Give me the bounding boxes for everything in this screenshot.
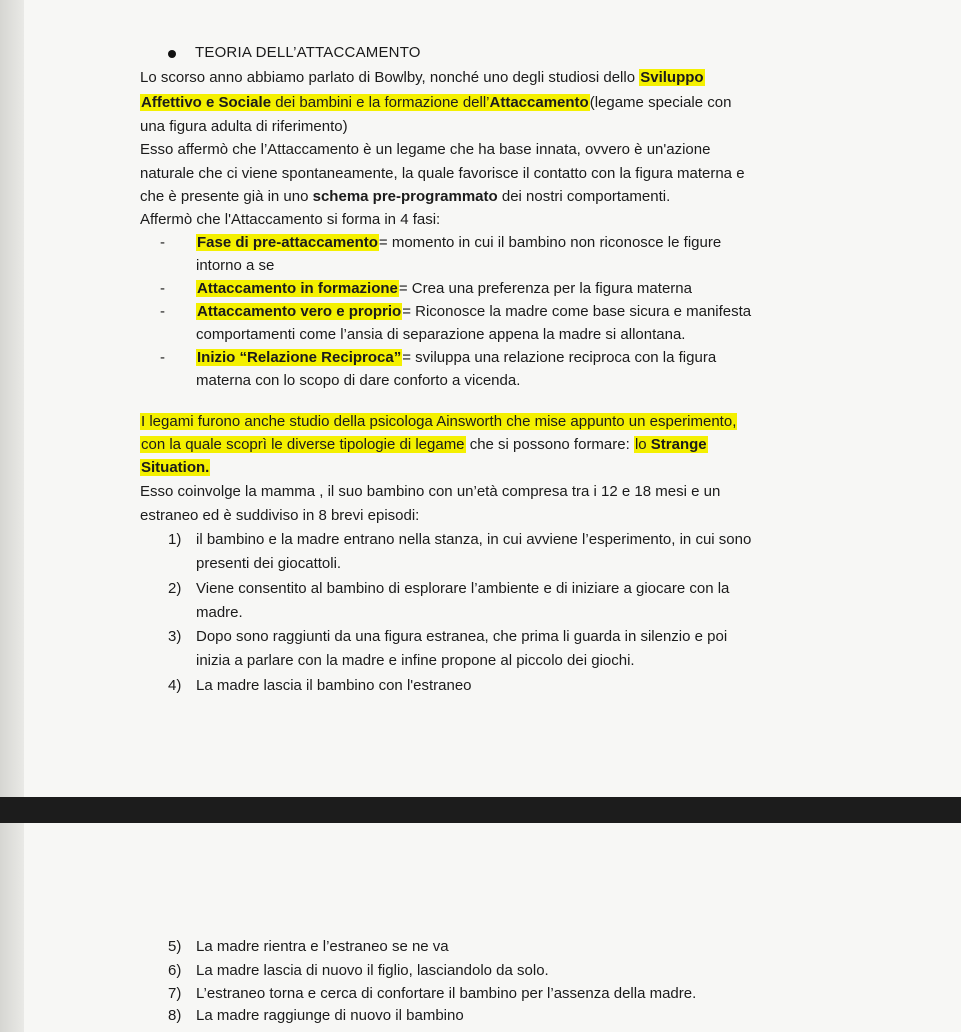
phase-3-cont: comportamenti come l’ansia di separazione appena la madre si allontana. [196, 326, 686, 343]
episode-1: il bambino e la madre entrano nella stanza, in cui avviene l’esperimento, in cui sono [196, 531, 752, 548]
phase-dash: - [160, 280, 165, 297]
bold-term: Affettivo e Sociale [141, 94, 272, 111]
phase-text: = Crea una preferenza per la figura materna [398, 280, 692, 297]
bold-term: Attaccamento [489, 94, 589, 111]
episode-4: La madre lascia il bambino con l'estraneo [196, 677, 472, 694]
episode-2: Viene consentito al bambino di esplorare l’ambiente e di iniziare a giocare con la [196, 580, 730, 597]
phase-dash: - [160, 234, 165, 251]
episode-number: 7) [168, 985, 182, 1002]
page-left-edge [0, 0, 24, 1032]
phase-4-cont: materna con lo scopo di dare conforto a vicenda. [196, 372, 521, 389]
page-break-band [0, 797, 961, 823]
episode-number: 4) [168, 677, 182, 694]
episode-2-cont: madre. [196, 604, 243, 621]
episode-number: 3) [168, 628, 182, 645]
phase-text: = sviluppa una relazione reciproca con la figura [402, 349, 717, 366]
phase-3-name [196, 303, 402, 320]
episode-8: La madre raggiunge di nuovo il bambino [196, 1007, 464, 1024]
highlight-ainsworth: I legami furono anche studio della psicologa Ainsworth che mise appunto un esperimento, [141, 413, 737, 430]
episode-1-cont: presenti dei giocattoli. [196, 555, 342, 572]
highlight-tipologie: con la quale scoprì le diverse tipologie di legame [141, 436, 465, 453]
para4-line3 [140, 459, 210, 476]
episode-3: Dopo sono raggiunti da una figura estranea, che prima li guarda in silenzio e poi [196, 628, 728, 645]
bold-term: Strange [650, 436, 707, 453]
para2-line3 [140, 188, 670, 205]
phase-dash: - [160, 349, 165, 366]
bold-term: schema pre-programmato [312, 188, 498, 205]
phase-2-name [196, 280, 399, 297]
bold-term: Attaccamento in formazione [197, 280, 398, 297]
episode-7: L’estraneo torna e cerca di confortare il bambino per l’assenza della madre. [196, 985, 697, 1002]
document-heading: TEORIA DELL’ATTACCAMENTO [195, 44, 421, 61]
phase-1-cont: intorno a se [196, 257, 275, 274]
phase-4-name [196, 349, 402, 366]
para2-text: dei nostri comportamenti. [497, 188, 671, 205]
phase-4 [196, 349, 716, 366]
para1-text: Lo scorso anno abbiamo parlato di Bowlby, nonché uno degli studiosi dello [140, 69, 640, 86]
episode-number: 2) [168, 580, 182, 597]
para4-text: che si possono formare: [465, 436, 634, 453]
para4-text: lo [634, 436, 651, 453]
bold-term: Sviluppo [640, 69, 704, 86]
phase-2 [196, 280, 692, 297]
phase-1-name [196, 234, 379, 251]
highlight-situation [140, 459, 210, 476]
episode-number: 6) [168, 962, 182, 979]
episode-6: La madre lascia di nuovo il figlio, lasciandolo da solo. [196, 962, 549, 979]
phase-text: = momento in cui il bambino non riconosce le figure [378, 234, 722, 251]
para4-line1 [140, 413, 737, 430]
heading-bullet-icon [168, 50, 176, 58]
bold-term: Situation. [141, 459, 210, 476]
episode-5: La madre rientra e l’estraneo se ne va [196, 938, 449, 955]
highlight-affettivo [140, 94, 590, 111]
bold-term: Fase di pre-attaccamento [197, 234, 378, 251]
para1-line2 [140, 94, 731, 111]
para2-line1: Esso affermò che l’Attaccamento è un legame che ha base innata, ovvero è un'azione [140, 141, 711, 158]
para1-line3: una figura adulta di riferimento) [140, 118, 348, 135]
bold-term: Inizio “Relazione Reciproca” [197, 349, 402, 366]
para1-text: (legame speciale con [589, 94, 732, 111]
episode-3-cont: inizia a parlare con la madre e infine propone al piccolo dei giochi. [196, 652, 635, 669]
phase-dash: - [160, 303, 165, 320]
para2-text: che è presente già in uno [140, 188, 313, 205]
para2-line2: naturale che ci viene spontaneamente, la quale favorisce il contatto con la figura materna e [140, 165, 745, 182]
episode-number: 8) [168, 1007, 182, 1024]
para3: Affermò che l'Attaccamento si forma in 4 fasi: [140, 211, 441, 228]
episode-number: 1) [168, 531, 182, 548]
phase-1 [196, 234, 721, 251]
phase-text: = Riconosce la madre come base sicura e manifesta [402, 303, 752, 320]
para1-line1 [140, 69, 705, 86]
highlight-sviluppo [639, 69, 704, 86]
para1-text: dei bambini e la formazione dell’ [271, 94, 490, 111]
episode-number: 5) [168, 938, 182, 955]
para5-line2: estraneo ed è suddiviso in 8 brevi episodi: [140, 507, 420, 524]
para4-line2 [140, 436, 708, 453]
para5-line1: Esso coinvolge la mamma , il suo bambino con un’età compresa tra i 12 e 18 mesi e un [140, 483, 721, 500]
phase-3 [196, 303, 751, 320]
highlight-strange [634, 436, 708, 453]
bold-term: Attaccamento vero e proprio [197, 303, 402, 320]
